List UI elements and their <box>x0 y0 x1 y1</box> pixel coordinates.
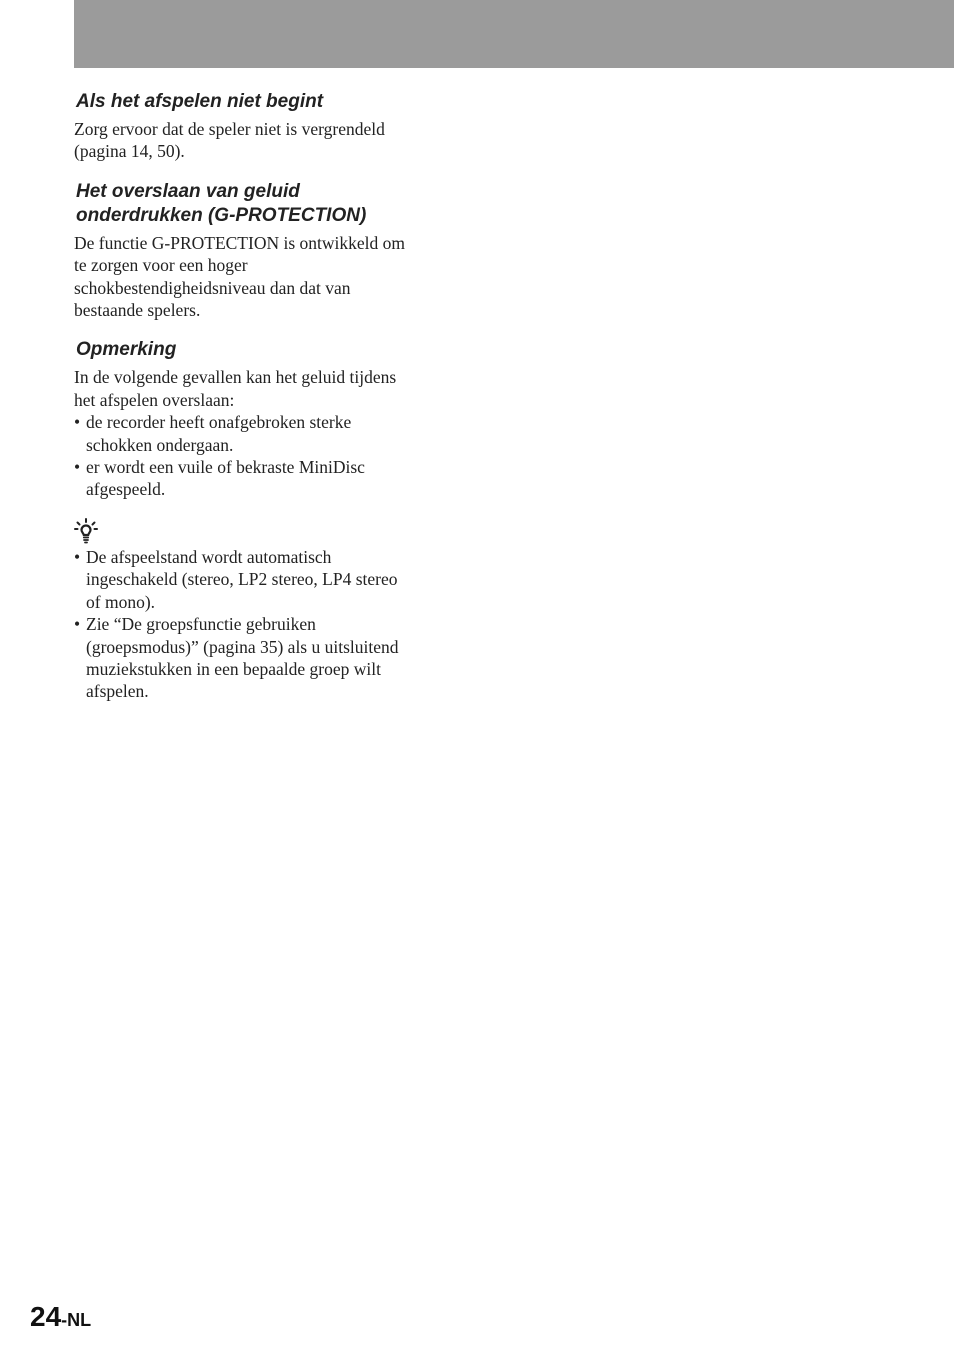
lightbulb-icon <box>74 518 98 544</box>
tip-bullet-list <box>74 546 454 703</box>
bullet-icon: • <box>74 457 81 478</box>
section-body: In de volgende gevallen kan het geluid tijdens het afspelen overslaan: <box>74 367 397 410</box>
page-number-value: 24 <box>30 1301 62 1332</box>
list-item: • Zie “De groepsfunctie gebruiken (groepsmodus)” (pagina 35) als u uitsluitend muziekstukken in een bepaalde groep wilt afspelen. <box>74 614 399 702</box>
list-item: • de recorder heeft onafgebroken sterke schokken ondergaan. <box>74 412 352 455</box>
section-note <box>74 338 454 500</box>
note-bullet-list <box>74 411 454 501</box>
page-number <box>30 1301 91 1333</box>
section-playback-not-starting <box>74 90 454 163</box>
list-item: • De afspeelstand wordt automatisch ingeschakeld (stereo, LP2 stereo, LP4 stereo of mono). <box>74 546 398 612</box>
section-body: Zorg ervoor dat de speler niet is vergrendeld (pagina 14, 50). <box>74 119 385 162</box>
bullet-icon: • <box>74 412 81 433</box>
section-heading: Als het afspelen niet begint <box>76 91 324 112</box>
section-heading: Opmerking <box>76 339 177 361</box>
header-band <box>74 0 954 68</box>
section-body: De functie G-PROTECTION is ontwikkeld om te zorgen voor een hoger schokbestendigheidsniveau dan dat van bestaande spelers. <box>74 232 405 321</box>
section-tip <box>74 518 454 703</box>
section-g-protection <box>74 180 454 322</box>
bullet-icon: • <box>74 614 81 635</box>
bullet-icon: • <box>74 546 81 567</box>
section-heading: Het overslaan van geluid onderdrukken (G-PROTECTION) <box>76 180 367 226</box>
list-item: • er wordt een vuile of bekraste MiniDisc afgespeeld. <box>74 457 365 500</box>
content-column <box>74 90 454 720</box>
page-number-suffix: -NL <box>61 1310 92 1330</box>
